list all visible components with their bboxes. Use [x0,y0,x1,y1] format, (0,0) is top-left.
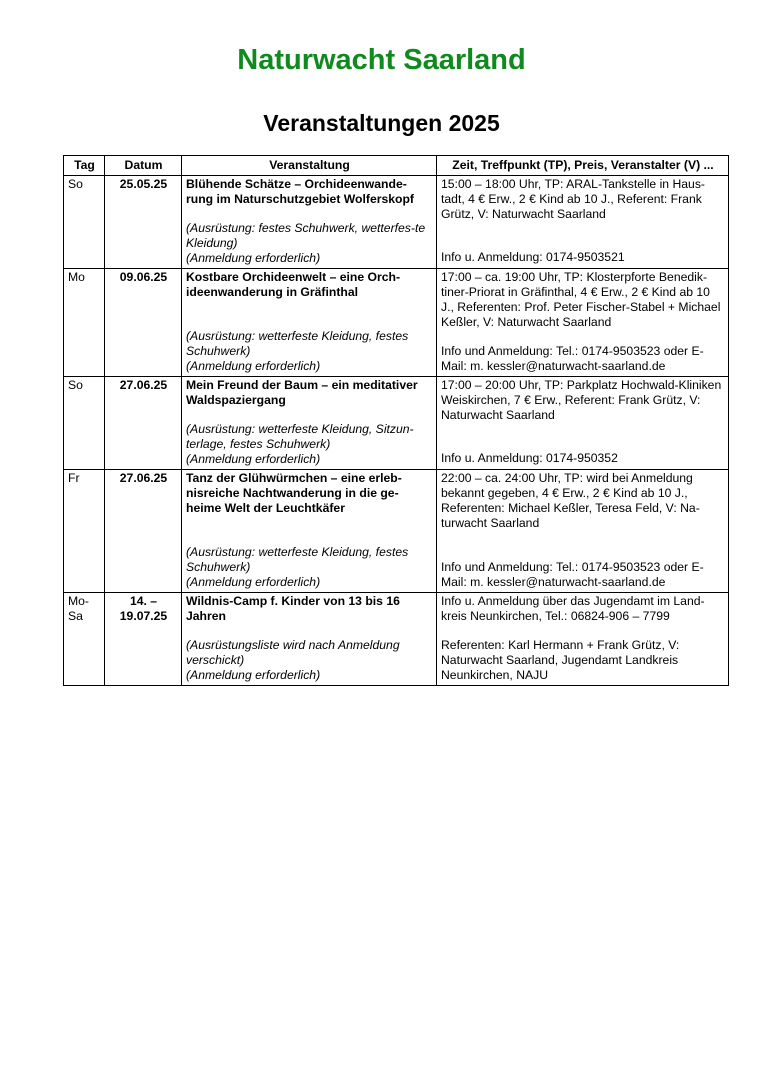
table-row [64,176,729,269]
row-day: So [64,377,105,470]
table-row [64,593,729,686]
event-registration-note: (Anmeldung erforderlich) [186,359,321,373]
event-details: 17:00 – ca. 19:00 Uhr, TP: Klosterpforte Benedik-tiner-Priorat in Gräfinthal, 4 € Erw., 2 € Kind ab 10 J., Referenten: Prof. Peter Fischer-Stabel + Michael Keßler, V: Naturwacht Saarland [441,270,721,329]
event-registration-note: (Anmeldung erforderlich) [186,251,321,265]
event-title: Kostbare Orchideenwelt – eine Orch-ideenwanderung in Gräfinthal [186,270,401,299]
row-event [182,470,437,593]
event-equipment-note: (Ausrüstung: wetterfeste Kleidung, festes Schuhwerk) [186,329,409,358]
events-table [63,155,729,686]
row-event [182,377,437,470]
page-title: Naturwacht Saarland [237,44,526,76]
event-registration-note: (Anmeldung erforderlich) [186,575,321,589]
row-date: 27.06.25 [105,470,182,593]
event-details: Info u. Anmeldung über das Jugendamt im Land-kreis Neunkirchen, Tel.: 06824-906 – 7799 [441,594,705,623]
event-title: Wildnis-Camp f. Kinder von 13 bis 16 Jahren [186,594,400,623]
row-date: 25.05.25 [105,176,182,269]
header-veranstaltung: Veranstaltung [182,156,437,176]
event-title: Tanz der Glühwürmchen – eine erleb-nisreiche Nachtwanderung in die ge-heime Welt der Leuchtkäfer [186,471,402,515]
table-row [64,269,729,377]
row-date: 09.06.25 [105,269,182,377]
event-title: Mein Freund der Baum – ein meditativer Waldspaziergang [186,378,418,407]
event-contact: Info u. Anmeldung: 0174-9503521 [441,250,625,264]
row-day: So [64,176,105,269]
row-event [182,176,437,269]
row-info [437,593,729,686]
page-subtitle: Veranstaltungen 2025 [263,110,500,136]
header-tag: Tag [64,156,105,176]
row-info [437,377,729,470]
event-equipment-note: (Ausrüstung: festes Schuhwerk, wetterfes-te Kleidung) [186,221,426,250]
event-details: 17:00 – 20:00 Uhr, TP: Parkplatz Hochwald-Kliniken Weiskirchen, 7 € Erw., Referent: Frank Grütz, V: Naturwacht Saarland [441,378,722,422]
event-contact: Referenten: Karl Hermann + Frank Grütz, V: Naturwacht Saarland, Jugendamt Landkreis Neunkirchen, NAJU [441,638,680,682]
header-details: Zeit, Treffpunkt (TP), Preis, Veranstalter (V) ... [437,156,729,176]
row-day: Mo-Sa [64,593,105,686]
event-equipment-note: (Ausrüstung: wetterfeste Kleidung, Sitzun-terlage, festes Schuhwerk) [186,422,414,451]
row-info [437,269,729,377]
event-title: Blühende Schätze – Orchideenwande-rung im Naturschutzgebiet Wolferskopf [186,177,414,206]
row-date: 14. – 19.07.25 [105,593,182,686]
row-event [182,593,437,686]
event-details: 15:00 – 18:00 Uhr, TP: ARAL-Tankstelle in Haus-tadt, 4 € Erw., 2 € Kind ab 10 J., Referent: Frank Grütz, V: Naturwacht Saarland [441,177,705,221]
event-contact: Info und Anmeldung: Tel.: 0174-9503523 oder E-Mail: m. kessler@naturwacht-saarland.de [441,560,704,589]
event-details: 22:00 – ca. 24:00 Uhr, TP: wird bei Anmeldung bekannt gegeben, 4 € Erw., 2 € Kind ab 10 J., Referenten: Michael Keßler, Teresa Feld, V: Na-turwacht Saarland [441,471,700,530]
row-info [437,176,729,269]
header-datum: Datum [105,156,182,176]
row-date: 27.06.25 [105,377,182,470]
row-day: Fr [64,470,105,593]
event-contact: Info u. Anmeldung: 0174-950352 [441,451,618,465]
table-row [64,470,729,593]
event-equipment-note: (Ausrüstung: wetterfeste Kleidung, festes Schuhwerk) [186,545,409,574]
row-day: Mo [64,269,105,377]
row-event [182,269,437,377]
event-registration-note: (Anmeldung erforderlich) [186,668,321,682]
event-registration-note: (Anmeldung erforderlich) [186,452,321,466]
table-row [64,377,729,470]
table-header-row [64,156,729,176]
row-info [437,470,729,593]
event-contact: Info und Anmeldung: Tel.: 0174-9503523 oder E-Mail: m. kessler@naturwacht-saarland.de [441,344,704,373]
event-equipment-note: (Ausrüstungsliste wird nach Anmeldung verschickt) [186,638,400,667]
